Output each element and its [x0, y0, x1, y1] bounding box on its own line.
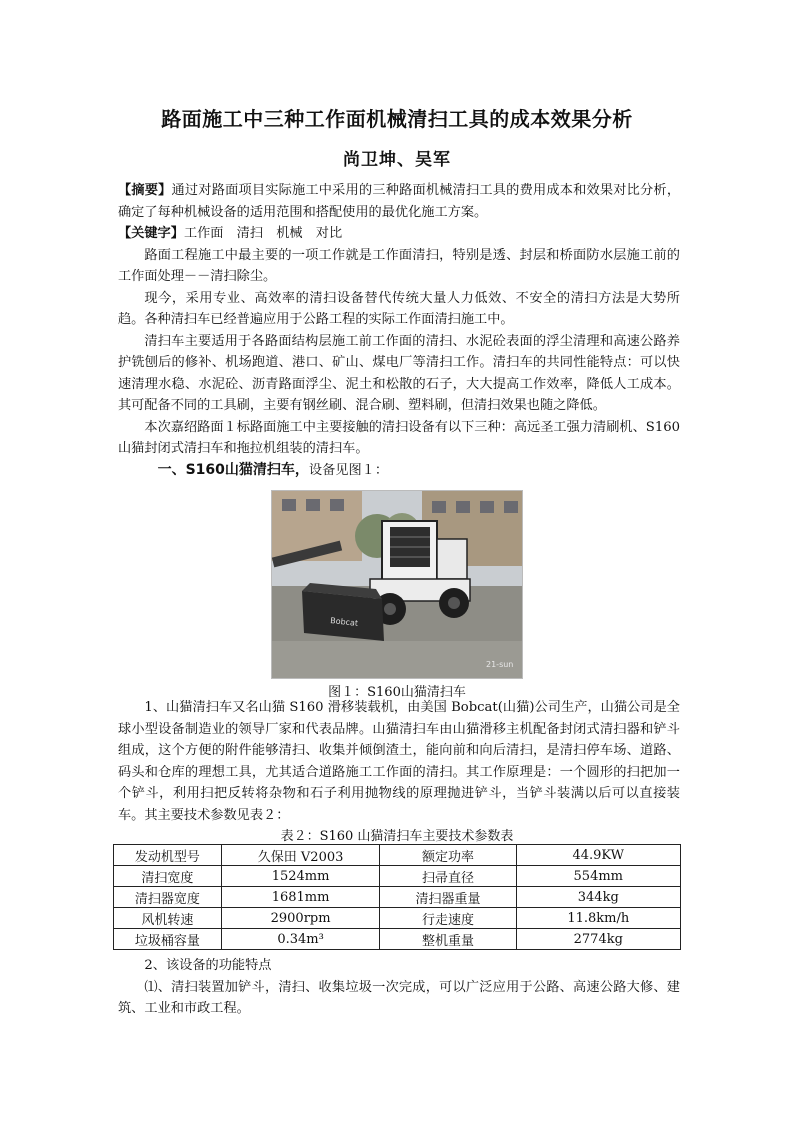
table-cell: 久保田 V2003 — [221, 845, 380, 866]
table-cell: 行走速度 — [380, 908, 516, 929]
abstract-label: 【摘要】 — [118, 183, 172, 198]
paragraph-7: ⑴、清扫装置加铲斗，清扫、收集垃圾一次完成，可以广泛应用于公路、高速公路大修、建筑、工业和市政工程。 — [118, 979, 680, 1016]
keywords-text: 工作面 清扫 机械 对比 — [183, 226, 343, 241]
table-cell: 554mm — [516, 866, 680, 887]
section-1-heading-tail: 设备见图１： — [308, 462, 389, 478]
document-title: 路面施工中三种工作面机械清扫工具的成本效果分析 — [161, 107, 633, 131]
svg-text:Bobcat: Bobcat — [329, 616, 359, 628]
table-cell: 清扫宽度 — [114, 866, 222, 887]
figure-caption: 图１：S160山猫清扫车 — [328, 685, 466, 700]
table-cell: 1681mm — [221, 887, 380, 908]
table-row — [114, 845, 681, 866]
table-cell: 扫帚直径 — [380, 866, 516, 887]
paragraph-1: 路面工程施工中最主要的一项工作就是工作面清扫，特别是透、封层和桥面防水层施工前的工作面处理－－清扫除尘。 — [118, 247, 680, 284]
table-cell: 2900rpm — [221, 908, 380, 929]
table-cell: 风机转速 — [114, 908, 222, 929]
table-cell: 整机重量 — [380, 929, 516, 950]
photo-watermark: 21-sun — [486, 660, 514, 669]
paragraph-6: 2、该设备的功能特点 — [144, 958, 272, 973]
table-cell: 1524mm — [221, 866, 380, 887]
table-cell: 发动机型号 — [114, 845, 222, 866]
table-row — [114, 866, 681, 887]
section-1-heading: 一、S160山猫清扫车， — [157, 461, 309, 478]
table-cell: 垃圾桶容量 — [114, 929, 222, 950]
table-cell: 2774kg — [516, 929, 680, 950]
spec-table — [113, 844, 681, 950]
table-cell: 清扫器宽度 — [114, 887, 222, 908]
intro-block — [118, 180, 680, 481]
table-row — [114, 908, 681, 929]
keywords-paragraph — [118, 223, 680, 245]
table-cell: 344kg — [516, 887, 680, 908]
features-block — [118, 955, 680, 1020]
paragraph-3: 清扫车主要适用于各路面结构层施工前工作面的清扫、水泥砼表面的浮尘清理和高速公路养护铣刨后的修补、机场跑道、港口、矿山、煤电厂等清扫工作。清扫车的共同性能特点：可以快速清理水稳、水泥砼、沥青路面浮尘、泥土和松散的石子，大大提高工作效率，降低人工成本。其可配备不同的工具刷，主要有钢丝刷、混合刷、塑料刷，但清扫效果也随之降低。 — [118, 333, 680, 413]
table-cell: 44.9KW — [516, 845, 680, 866]
paragraph-2: 现今，采用专业、高效率的清扫设备替代传统大量人力低效、不安全的清扫方法是大势所趋。各种清扫车已经普遍应用于公路工程的实际工作面清扫施工中。 — [118, 290, 680, 327]
table-cell: 0.34m³ — [221, 929, 380, 950]
paragraph-4: 本次嘉绍路面１标路面施工中主要接触的清扫设备有以下三种：高远圣工强力清刷机、S160山猫封闭式清扫车和拖拉机组装的清扫车。 — [118, 419, 680, 456]
table-caption: 表２：S160 山猫清扫车主要技术参数表 — [280, 829, 514, 844]
section-1-block — [118, 697, 680, 826]
skid-steer-sweeper-photo — [271, 490, 523, 679]
table-row — [114, 887, 681, 908]
table-cell: 11.8km/h — [516, 908, 680, 929]
paragraph-5: 1、山猫清扫车又名山猫 S160 滑移装载机，由美国 Bobcat(山猫)公司生产，山猫公司是全球小型设备制造业的领导厂家和代表品牌。山猫清扫车由山猫滑移主机配备封闭式清扫器和铲斗组成，这个方便的附件能够清扫、收集并倾倒渣土，能向前和向后清扫，是清扫停车场、道路、码头和仓库的理想工具，尤其适合道路施工工作面的清扫。其工作原理是：一个圆形的扫把加一个铲斗，利用扫把反转将杂物和石子利用抛物线的原理抛进铲斗，当铲斗装满以后可以直接装车。其主要技术参数见表２： — [118, 700, 680, 823]
abstract-text: 通过对路面项目实际施工中采用的三种路面机械清扫工具的费用成本和效果对比分析，确定了每种机械设备的适用范围和搭配使用的最优化施工方案。 — [118, 183, 681, 220]
table-row — [114, 929, 681, 950]
document-authors: 尚卫坤、吴军 — [343, 150, 451, 170]
keywords-label: 【关键字】 — [118, 226, 184, 241]
abstract-paragraph — [118, 180, 680, 223]
table-cell: 清扫器重量 — [380, 887, 516, 908]
table-cell: 额定功率 — [380, 845, 516, 866]
section-1-heading-line — [118, 460, 680, 482]
